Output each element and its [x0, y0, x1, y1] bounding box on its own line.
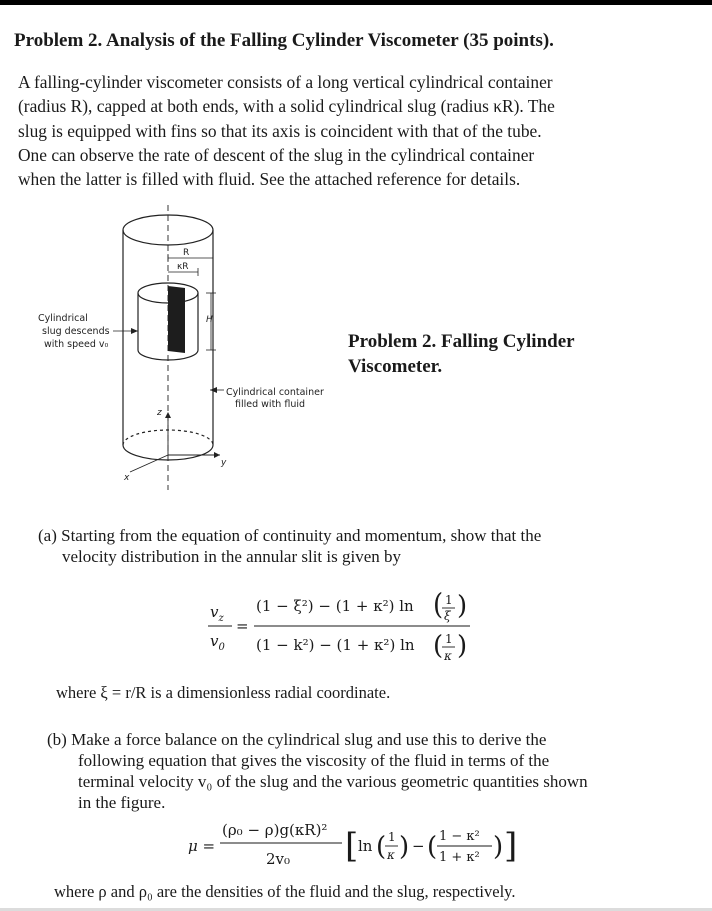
- axis-z-arrowhead: [165, 412, 171, 418]
- label-x: x: [124, 473, 130, 483]
- label-container: filled with fluid: [235, 399, 306, 410]
- intro-line: A falling-cylinder viscometer consists of a long vertical cylindrical container: [18, 72, 553, 92]
- eq-paren: ): [493, 832, 504, 862]
- eq-rhs-num: (1 − ξ²) − (1 + κ²) ln: [256, 597, 414, 615]
- viscosity-equation: [186, 817, 526, 877]
- eq-frac2-bot: 1 + κ²: [439, 850, 480, 865]
- part-b-line: (b) Make a force balance on the cylindrical slug and use this to derive the: [47, 730, 547, 749]
- label-z: z: [157, 408, 162, 418]
- label-R: R: [183, 248, 190, 258]
- problem-title: Problem 2. Analysis of the Falling Cylinder Viscometer (35 points).: [14, 30, 554, 51]
- part-b-where: where ρ and ρ₀ are the densities of the fluid and the slug, respectively.: [54, 882, 516, 901]
- part-a-where: where ξ = r/R is a dimensionless radial coordinate.: [56, 683, 391, 702]
- slug-arrowhead: [131, 328, 138, 334]
- eq-num: (ρ₀ − ρ)g(κR)²: [222, 821, 328, 839]
- eq-rhs-den: (1 − k²) − (1 + κ²) ln: [256, 636, 415, 654]
- eq-paren: ): [399, 832, 410, 862]
- eq-paren: (: [376, 832, 387, 862]
- intro-line: One can observe the rate of descent of the slug in the cylindrical container: [18, 144, 535, 165]
- eq-bracket: ]: [504, 826, 518, 866]
- eq-ln: ln: [358, 837, 373, 855]
- label-slug: slug descends: [42, 326, 110, 337]
- eq-frac-top: 1: [445, 632, 453, 646]
- part-b-line: terminal velocity v₀ of the slug and the various geometric quantities shown: [78, 772, 588, 791]
- part-b-line: in the figure.: [78, 793, 166, 812]
- velocity-equation: [208, 590, 508, 670]
- eq-paren: (: [433, 631, 444, 661]
- caption-line: Viscometer.: [348, 356, 443, 377]
- eq-frac2-top: 1 − κ²: [439, 829, 480, 844]
- eq-v0: $v_0$: [210, 632, 225, 653]
- viscometer-figure: [38, 200, 358, 500]
- eq-minus: −: [412, 837, 425, 855]
- eq-frac-bot: κ: [444, 649, 452, 663]
- part-a-line: velocity distribution in the annular slit is given by: [62, 547, 402, 566]
- eq-equals: =: [236, 617, 249, 635]
- eq-den: 2v₀: [266, 850, 291, 868]
- eq-paren: (: [427, 832, 438, 862]
- label-y: y: [221, 458, 227, 468]
- label-container: Cylindrical container: [226, 387, 324, 398]
- eq-vz: $v_z$: [210, 603, 224, 624]
- slug-shading: [168, 286, 185, 353]
- part-b-text: [47, 729, 642, 813]
- part-a-line: (a) Starting from the equation of continuity and momentum, show that the: [38, 526, 542, 545]
- label-slug: with speed v₀: [44, 339, 109, 350]
- part-b-line: following equation that gives the viscosity of the fluid in terms of the: [78, 751, 550, 770]
- eq-frac-top: 1: [445, 593, 453, 607]
- eq-paren: ): [457, 591, 468, 621]
- figure-caption: [348, 329, 575, 379]
- intro-line: when the latter is filled with fluid. See the attached reference for details.: [18, 169, 521, 190]
- axis-y-arrowhead: [214, 452, 220, 458]
- eq-mu: μ =: [188, 837, 216, 855]
- eq-ln-bot: κ: [387, 848, 395, 862]
- eq-paren: ): [457, 631, 468, 661]
- label-slug: Cylindrical: [38, 313, 88, 324]
- intro-line: (radius R), capped at both ends, with a solid cylindrical slug (radius κR). The: [18, 96, 555, 117]
- part-a-text: [38, 525, 541, 567]
- eq-paren: (: [433, 590, 444, 622]
- axis-x: [130, 455, 168, 472]
- intro-line: slug is equipped with fins so that its axis is coincident with that of the tube.: [18, 120, 542, 141]
- label-kR: κR: [177, 262, 189, 272]
- top-border: [0, 0, 712, 5]
- eq-ln-top: 1: [388, 830, 396, 844]
- label-H: H: [206, 315, 213, 325]
- eq-frac-bot: ξ: [444, 609, 451, 623]
- problem-intro: [18, 70, 658, 191]
- caption-line: Problem 2. Falling Cylinder: [348, 331, 575, 352]
- eq-bracket: [: [345, 826, 359, 866]
